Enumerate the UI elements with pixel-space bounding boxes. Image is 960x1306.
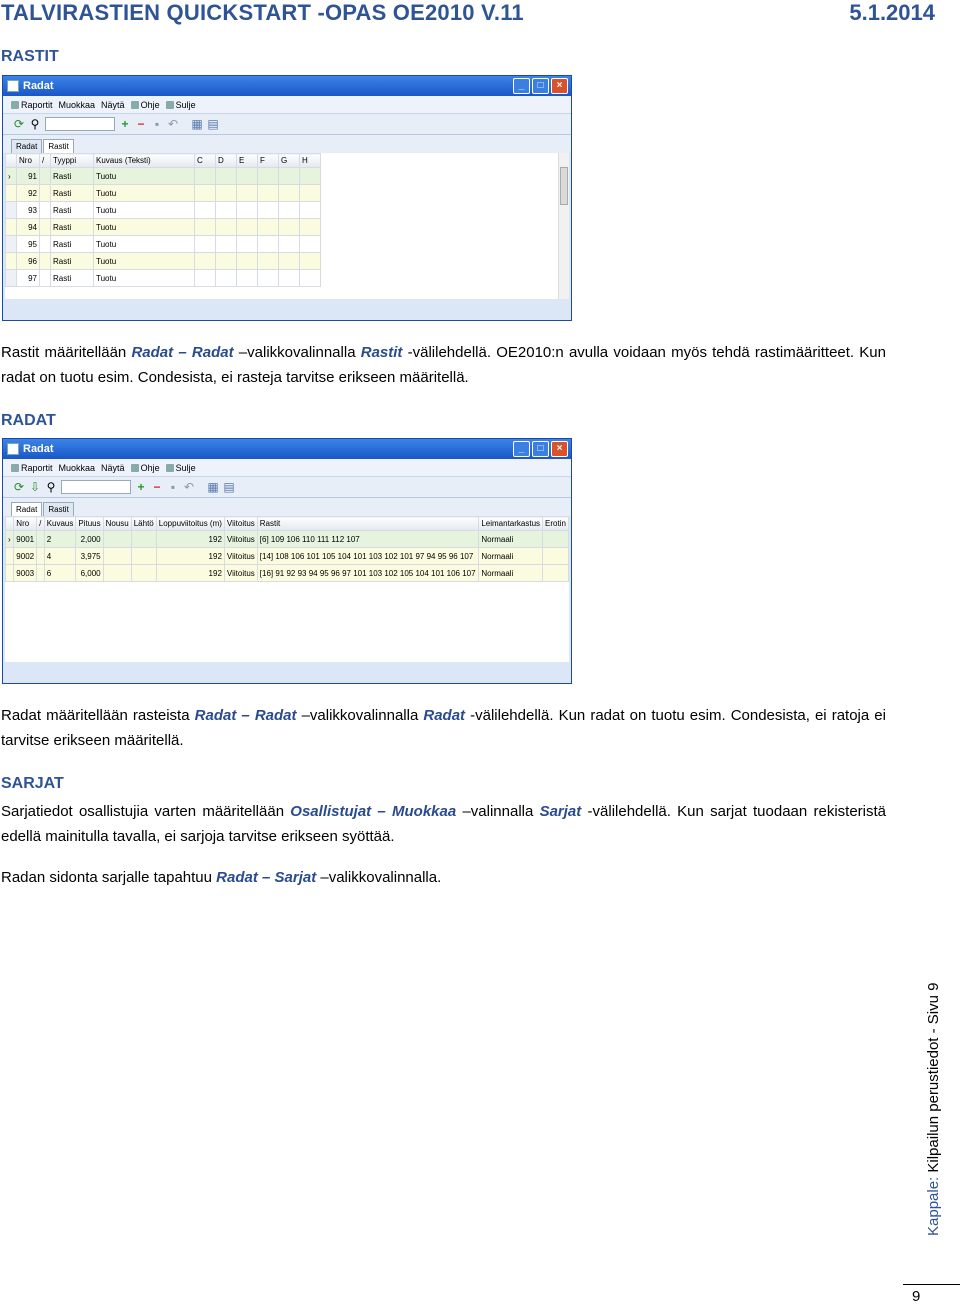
- col-header[interactable]: Viitoitus: [224, 517, 257, 531]
- page-number: 9: [912, 1288, 921, 1305]
- cell-tyyppi[interactable]: Rasti: [51, 219, 94, 236]
- cell-viitoitus[interactable]: Viitoitus: [224, 531, 257, 548]
- exit-icon: [166, 101, 174, 109]
- app-icon: [7, 443, 19, 455]
- section-heading-radat: RADAT: [1, 412, 56, 429]
- remove-icon[interactable]: −: [153, 480, 161, 494]
- table-row[interactable]: [6, 548, 569, 565]
- cell-kuvaus[interactable]: Tuotu: [94, 202, 195, 219]
- tab-radat[interactable]: Radat: [11, 139, 42, 153]
- cell-viitoitus[interactable]: Viitoitus: [224, 548, 257, 565]
- grid-icon[interactable]: ▦: [191, 117, 203, 131]
- search-input[interactable]: [61, 480, 131, 494]
- cell-rastit[interactable]: [16] 91 92 93 94 95 96 97 101 103 102 105 104 101 106 107: [257, 565, 479, 582]
- cell-pituus[interactable]: 6,000: [76, 565, 103, 582]
- cell-viitoitus[interactable]: Viitoitus: [224, 565, 257, 582]
- cell-nro[interactable]: 92: [17, 185, 40, 202]
- col-header[interactable]: G: [279, 154, 300, 168]
- cell-kuvaus[interactable]: Tuotu: [94, 219, 195, 236]
- col-header[interactable]: /: [37, 517, 45, 531]
- close-button[interactable]: ×: [551, 441, 568, 457]
- cell-loppuviitoitus[interactable]: 192: [156, 531, 224, 548]
- minimize-button[interactable]: _: [513, 78, 530, 94]
- report-icon: [11, 464, 19, 472]
- paragraph-rastit: Rastit määritellään Radat – Radat –valikkovalinnalla Rastit -välilehdellä. OE2010:n avulla voidaan myös tehdä rastimääritteet. Kun radat on tuotu esim. Condesista, ei rasteja tarvitse erikseen määritellä.: [1, 344, 886, 386]
- table-row[interactable]: [6, 270, 321, 287]
- export-icon[interactable]: ▤: [223, 480, 235, 494]
- rastit-grid: [5, 153, 569, 299]
- tab-rastit[interactable]: Rastit: [43, 139, 73, 153]
- menubar: [3, 459, 571, 477]
- table-row[interactable]: [6, 185, 321, 202]
- col-header[interactable]: Nro: [17, 154, 40, 168]
- col-header[interactable]: Loppuviitoitus (m): [156, 517, 224, 531]
- col-header[interactable]: Kuvaus: [44, 517, 76, 531]
- cell-kuvaus[interactable]: Tuotu: [94, 185, 195, 202]
- vertical-scrollbar[interactable]: [558, 153, 569, 299]
- radat-window: [2, 438, 572, 684]
- help-icon: [131, 101, 139, 109]
- undo-icon[interactable]: ↶: [183, 480, 195, 494]
- tab-strip: [3, 498, 571, 516]
- add-icon[interactable]: +: [137, 480, 145, 494]
- binoculars-icon[interactable]: ⚲: [30, 117, 40, 131]
- grid-icon[interactable]: ▦: [207, 480, 219, 494]
- cell-tyyppi[interactable]: Rasti: [51, 202, 94, 219]
- rastit-table: [5, 153, 321, 287]
- scroll-thumb[interactable]: [560, 167, 568, 205]
- cell-kuvaus[interactable]: Tuotu: [94, 270, 195, 287]
- app-icon: [7, 80, 19, 92]
- maximize-button[interactable]: □: [532, 441, 549, 457]
- col-header[interactable]: /: [40, 154, 51, 168]
- document-title: TALVIRASTIEN QUICKSTART -OPAS OE2010 V.11: [1, 0, 524, 25]
- cell-kuvaus[interactable]: Tuotu: [94, 253, 195, 270]
- table-row[interactable]: › 9001 2 2,000 192 Viitoitus [6] 109 106 110 111 112 107 Normaali: [6, 531, 569, 548]
- page-number-rule: [903, 1284, 960, 1285]
- window-title: Radat: [23, 80, 54, 92]
- close-button[interactable]: ×: [551, 78, 568, 94]
- minimize-button[interactable]: _: [513, 441, 530, 457]
- cell-nro[interactable]: 95: [17, 236, 40, 253]
- cell-tyyppi[interactable]: Rasti: [51, 185, 94, 202]
- radat-table: [5, 516, 569, 582]
- paragraph-radat: Radat määritellään rasteista Radat – Radat –valikkovalinnalla Radat -välilehdellä. Kun radat on tuotu esim. Condesista, ei ratoja ei tarvitse erikseen määritellä.: [1, 707, 886, 749]
- col-header[interactable]: Rastit: [257, 517, 479, 531]
- col-header[interactable]: E: [237, 154, 258, 168]
- search-input[interactable]: [45, 117, 115, 131]
- menubar: [3, 96, 571, 114]
- cell-leimantarkastus[interactable]: Normaali: [479, 548, 543, 565]
- table-row[interactable]: › 91 Rasti Tuotu: [6, 168, 321, 185]
- chapter-footer: Kappale: Kilpailun perustiedot - Sivu 9: [925, 982, 942, 1236]
- save-icon[interactable]: ▪: [170, 480, 176, 494]
- col-header[interactable]: Pituus: [76, 517, 103, 531]
- cell-leimantarkastus[interactable]: Normaali: [479, 531, 543, 548]
- col-header[interactable]: Kuvaus (Teksti): [94, 154, 195, 168]
- document-date: 5.1.2014: [849, 0, 935, 25]
- section-heading-sarjat: SARJAT: [1, 775, 64, 792]
- menu-sulje[interactable]: Sulje: [166, 463, 196, 473]
- col-header[interactable]: Nousu: [103, 517, 131, 531]
- refresh-icon[interactable]: ⟳: [13, 480, 25, 494]
- paragraph-radan-sidonta: Radan sidonta sarjalle tapahtuu Radat – Sarjat –valikkovalinnalla.: [1, 869, 442, 886]
- cell-tyyppi[interactable]: Rasti: [51, 236, 94, 253]
- refresh-icon[interactable]: ⟳: [13, 117, 25, 131]
- table-row[interactable]: [6, 253, 321, 270]
- menu-muokkaa[interactable]: Muokkaa: [58, 99, 96, 110]
- col-header[interactable]: H: [300, 154, 321, 168]
- cell-tyyppi[interactable]: Rasti: [51, 168, 94, 185]
- radat-grid: [5, 516, 569, 662]
- export-icon[interactable]: ▤: [207, 117, 219, 131]
- cell-kuvaus[interactable]: 6: [44, 565, 76, 582]
- tab-rastit[interactable]: Rastit: [43, 502, 73, 516]
- cell-loppuviitoitus[interactable]: 192: [156, 548, 224, 565]
- col-header[interactable]: Nro: [14, 517, 37, 531]
- col-header[interactable]: F: [258, 154, 279, 168]
- report-icon: [11, 101, 19, 109]
- cell-tyyppi[interactable]: Rasti: [51, 253, 94, 270]
- cell-nro[interactable]: 9003: [14, 565, 37, 582]
- col-header[interactable]: Tyyppi: [51, 154, 94, 168]
- cell-nro[interactable]: 93: [17, 202, 40, 219]
- menu-sulje[interactable]: Sulje: [166, 100, 196, 110]
- cell-nro[interactable]: 96: [17, 253, 40, 270]
- menu-ohje[interactable]: Ohje: [131, 100, 160, 110]
- import-icon[interactable]: ⇩: [29, 480, 41, 494]
- window-titlebar: [3, 439, 571, 459]
- col-header[interactable]: Leimantarkastus: [479, 517, 543, 531]
- remove-icon[interactable]: −: [137, 117, 145, 131]
- toolbar: [3, 477, 571, 498]
- cell-leimantarkastus[interactable]: Normaali: [479, 565, 543, 582]
- menu-nayta[interactable]: Näytä: [101, 99, 125, 110]
- cell-kuvaus[interactable]: Tuotu: [94, 236, 195, 253]
- cell-nro[interactable]: 91: [17, 168, 40, 185]
- rastit-window: [2, 75, 572, 321]
- col-header[interactable]: Erotin: [543, 517, 569, 531]
- cell-kuvaus[interactable]: 4: [44, 548, 76, 565]
- save-icon[interactable]: ▪: [154, 117, 160, 131]
- binoculars-icon[interactable]: ⚲: [46, 480, 56, 494]
- cell-nro[interactable]: 9001: [14, 531, 37, 548]
- col-header[interactable]: Lähtö: [131, 517, 156, 531]
- tab-strip: [3, 135, 571, 153]
- cell-rastit[interactable]: [6] 109 106 110 111 112 107: [257, 531, 479, 548]
- menu-raportit[interactable]: Raportit: [11, 100, 53, 110]
- col-header[interactable]: D: [216, 154, 237, 168]
- cell-nro[interactable]: 9002: [14, 548, 37, 565]
- cell-kuvaus[interactable]: 2: [44, 531, 76, 548]
- section-heading-rastit: RASTIT: [1, 48, 59, 65]
- table-row[interactable]: [6, 202, 321, 219]
- maximize-button[interactable]: □: [532, 78, 549, 94]
- toolbar: [3, 114, 571, 135]
- menu-ohje[interactable]: Ohje: [131, 463, 160, 473]
- cell-pituus[interactable]: 2,000: [76, 531, 103, 548]
- menu-raportit[interactable]: Raportit: [11, 463, 53, 473]
- tab-radat[interactable]: Radat: [11, 502, 42, 516]
- cell-kuvaus[interactable]: Tuotu: [94, 168, 195, 185]
- window-title: Radat: [23, 443, 54, 455]
- cell-pituus[interactable]: 3,975: [76, 548, 103, 565]
- cell-tyyppi[interactable]: Rasti: [51, 270, 94, 287]
- menu-muokkaa[interactable]: Muokkaa: [58, 462, 96, 473]
- paragraph-sarjat: Sarjatiedot osallistujia varten määritellään Osallistujat – Muokkaa –valinnalla Sarjat -välilehdellä. Kun sarjat tuodaan rekisteristä edellä mainitulla tavalla, ei sarjoja tarvitse erikseen syöttää.: [1, 803, 886, 845]
- table-row[interactable]: [6, 565, 569, 582]
- cell-rastit[interactable]: [14] 108 106 101 105 104 101 103 102 101 97 94 95 96 107: [257, 548, 479, 565]
- cell-nro[interactable]: 97: [17, 270, 40, 287]
- help-icon: [131, 464, 139, 472]
- add-icon[interactable]: +: [121, 117, 129, 131]
- col-header[interactable]: C: [195, 154, 216, 168]
- table-row[interactable]: [6, 219, 321, 236]
- cell-nro[interactable]: 94: [17, 219, 40, 236]
- window-titlebar: [3, 76, 571, 96]
- cell-loppuviitoitus[interactable]: 192: [156, 565, 224, 582]
- exit-icon: [166, 464, 174, 472]
- table-row[interactable]: [6, 236, 321, 253]
- undo-icon[interactable]: ↶: [167, 117, 179, 131]
- menu-nayta[interactable]: Näytä: [101, 462, 125, 473]
